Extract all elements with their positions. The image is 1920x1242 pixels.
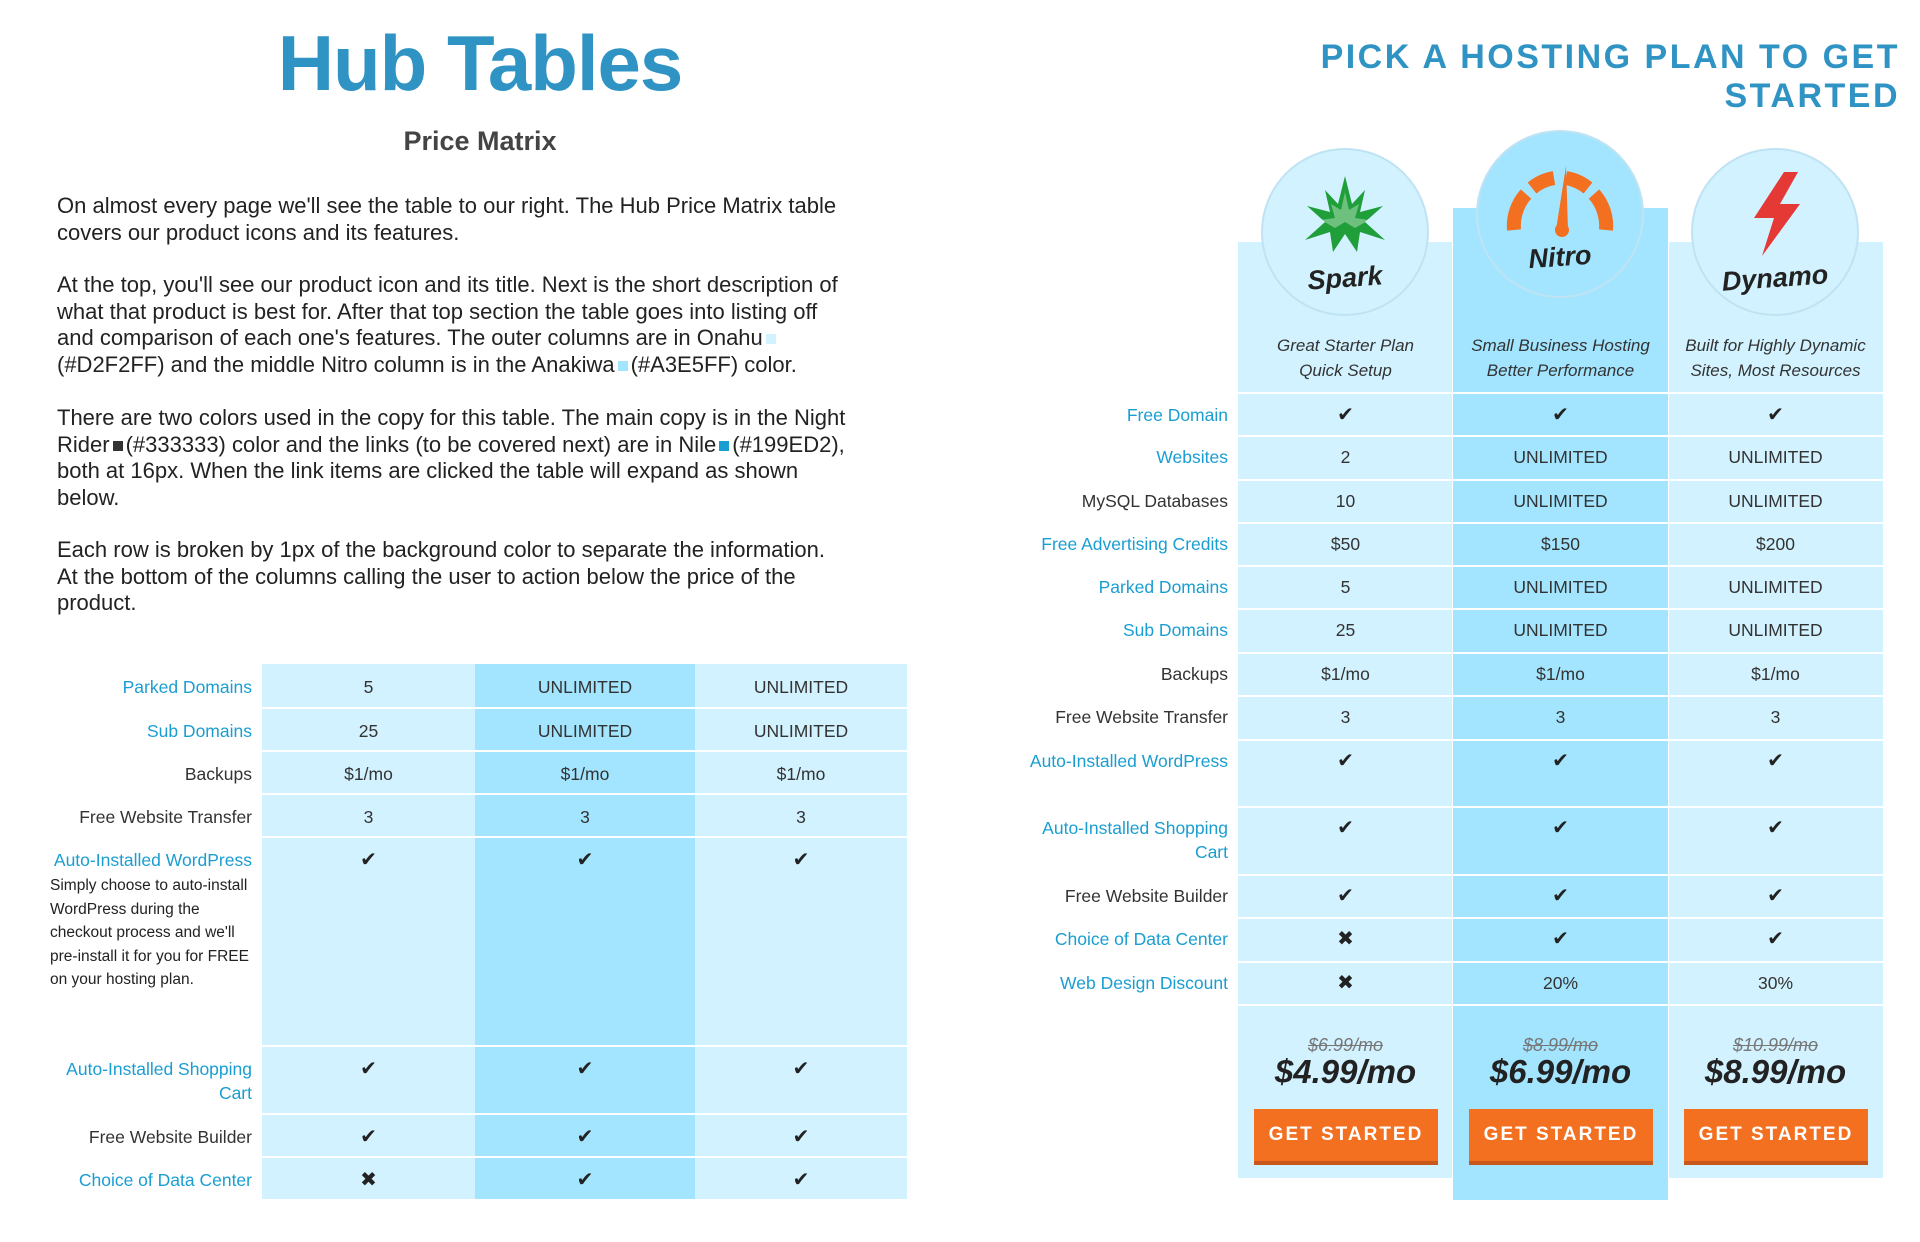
spark-burst-icon bbox=[1305, 176, 1385, 256]
check-icon: ✔ bbox=[1337, 885, 1354, 907]
cross-icon: ✖ bbox=[1337, 972, 1354, 994]
nitro-price: $6.99/mo bbox=[1489, 1053, 1632, 1090]
table-cell: 3 bbox=[1555, 707, 1566, 727]
paragraph-text: (#199ED2), both at 16px. When the link items are clicked the table will expand as shown below. bbox=[57, 431, 845, 510]
copy-colors-paragraph bbox=[57, 405, 847, 511]
feature-link[interactable]: Choice of Data Center bbox=[1054, 929, 1228, 949]
check-icon: ✔ bbox=[792, 1126, 810, 1148]
icon-description-paragraph bbox=[57, 272, 847, 378]
table-cell: UNLIMITED bbox=[1728, 620, 1823, 640]
table-row bbox=[1020, 523, 1883, 566]
table-row bbox=[1020, 394, 1883, 436]
table-cell: 2 bbox=[1340, 447, 1351, 467]
row-label-cell bbox=[50, 664, 262, 699]
row-label-cell bbox=[1020, 875, 1238, 908]
page-title: Hub Tables bbox=[277, 19, 683, 107]
row-separator bbox=[262, 1199, 907, 1201]
check-icon: ✔ bbox=[360, 849, 377, 871]
check-icon: ✔ bbox=[1337, 404, 1354, 426]
row-label-cell bbox=[50, 1046, 262, 1105]
plan-desc-line: Better Performance bbox=[1486, 361, 1635, 380]
table-cell: $1/mo bbox=[1321, 664, 1370, 684]
nitro-plan-description bbox=[1453, 333, 1668, 383]
check-icon: ✔ bbox=[576, 1058, 594, 1080]
check-icon: ✔ bbox=[360, 1126, 377, 1148]
feature-label: Free Website Builder bbox=[1064, 886, 1228, 906]
check-icon: ✔ bbox=[792, 1058, 810, 1080]
check-icon: ✔ bbox=[1767, 885, 1784, 907]
feature-link[interactable]: Auto-Installed WordPress bbox=[53, 850, 252, 870]
check-icon: ✔ bbox=[1552, 817, 1569, 839]
table-cell: 3 bbox=[796, 807, 806, 827]
dynamo-old-price: $10.99/mo bbox=[1732, 1035, 1819, 1055]
dynamo-plan-name: Dynamo bbox=[1720, 259, 1830, 297]
check-icon: ✔ bbox=[1552, 885, 1569, 907]
speedometer-icon bbox=[1500, 158, 1620, 238]
row-label-cell bbox=[1020, 807, 1238, 864]
section-heading: PICK A HOSTING PLAN TO GET STARTED bbox=[1320, 38, 1900, 115]
row-label-cell bbox=[1020, 394, 1238, 427]
feature-link[interactable]: Free Domain bbox=[1126, 405, 1228, 425]
anakiwa-swatch bbox=[618, 361, 628, 371]
nitro-old-price: $8.99/mo bbox=[1522, 1035, 1599, 1055]
check-icon: ✔ bbox=[1552, 750, 1569, 772]
spark-get-started-button[interactable]: GET STARTED bbox=[1254, 1109, 1438, 1165]
row-label-cell bbox=[50, 1114, 262, 1149]
table-row bbox=[50, 664, 907, 708]
plan-desc-line: Sites, Most Resources bbox=[1690, 361, 1861, 380]
feature-link[interactable]: Web Design Discount bbox=[1060, 973, 1228, 993]
row-label-cell bbox=[1020, 918, 1238, 951]
row-label-cell bbox=[1020, 740, 1238, 773]
night-rider-swatch bbox=[113, 441, 123, 451]
dynamo-get-started-button[interactable]: GET STARTED bbox=[1684, 1109, 1868, 1165]
dynamo-price: $8.99/mo bbox=[1704, 1053, 1847, 1090]
table-cell: 3 bbox=[1770, 707, 1781, 727]
table-cell: 5 bbox=[363, 677, 374, 697]
feature-link[interactable]: Sub Domains bbox=[146, 721, 252, 741]
check-icon: ✔ bbox=[1337, 750, 1354, 772]
feature-label: Free Website Transfer bbox=[79, 807, 252, 827]
nitro-get-started-button[interactable]: GET STARTED bbox=[1469, 1109, 1653, 1165]
table-cell: UNLIMITED bbox=[1513, 577, 1608, 597]
table-cell: 5 bbox=[1340, 577, 1351, 597]
feature-link[interactable]: Sub Domains bbox=[1122, 620, 1228, 640]
check-icon: ✔ bbox=[1767, 404, 1784, 426]
feature-label: Backups bbox=[184, 764, 252, 784]
check-icon: ✔ bbox=[576, 1126, 594, 1148]
check-icon: ✔ bbox=[1767, 928, 1784, 950]
feature-label: Backups bbox=[1160, 664, 1228, 684]
feature-label: Free Website Transfer bbox=[1055, 707, 1228, 727]
table-cell: UNLIMITED bbox=[753, 721, 849, 741]
table-cell: $1/mo bbox=[344, 764, 393, 784]
table-cell: $1/mo bbox=[1751, 664, 1800, 684]
page-subtitle: Price Matrix bbox=[403, 126, 557, 156]
paragraph-text: At the top, you'll see our product icon and its title. Next is the short description of what that product is best for. After that top section the table goes into listing off and comparison of each one's features. The outer columns are in Onahu bbox=[57, 272, 838, 350]
row-label-cell bbox=[1020, 609, 1238, 642]
row-label-cell bbox=[1020, 962, 1238, 995]
separator-paragraph: Each row is broken by 1px of the background color to separate the information. At the bottom of the columns calling the user to action below the price of the product. bbox=[57, 537, 825, 615]
check-icon: ✔ bbox=[792, 849, 810, 871]
check-icon: ✔ bbox=[576, 1169, 594, 1191]
table-cell: 30% bbox=[1757, 973, 1794, 993]
feature-label: Free Website Builder bbox=[88, 1127, 252, 1147]
table-cell: UNLIMITED bbox=[1513, 491, 1608, 511]
paragraph-text: (#A3E5FF) color. bbox=[630, 351, 797, 377]
check-icon: ✔ bbox=[1767, 750, 1784, 772]
intro-paragraph: On almost every page we'll see the table to our right. The Hub Price Matrix table covers our product icons and its features. bbox=[57, 193, 837, 245]
feature-link[interactable]: Auto-Installed Shopping Cart bbox=[1042, 818, 1228, 862]
table-row bbox=[1020, 566, 1883, 609]
check-icon: ✔ bbox=[1337, 817, 1354, 839]
check-icon: ✔ bbox=[360, 1058, 377, 1080]
table-cell: UNLIMITED bbox=[537, 677, 633, 697]
table-cell: 25 bbox=[358, 721, 379, 741]
lightning-bolt-icon bbox=[1750, 172, 1804, 256]
table-row bbox=[1020, 807, 1883, 875]
check-icon: ✔ bbox=[1552, 928, 1569, 950]
table-cell: $150 bbox=[1541, 534, 1580, 554]
feature-link[interactable]: Parked Domains bbox=[1098, 577, 1228, 597]
dynamo-plan-description bbox=[1668, 333, 1883, 383]
table-row bbox=[50, 751, 907, 794]
table-row bbox=[50, 1157, 907, 1200]
table-cell: UNLIMITED bbox=[1728, 491, 1823, 511]
table-row bbox=[50, 1046, 907, 1114]
table-row bbox=[1020, 918, 1883, 962]
table-cell: UNLIMITED bbox=[1513, 620, 1608, 640]
table-row bbox=[1020, 696, 1883, 740]
onahu-swatch bbox=[766, 334, 776, 344]
table-row bbox=[50, 708, 907, 751]
row-label-cell bbox=[1020, 566, 1238, 599]
cross-icon: ✖ bbox=[1337, 928, 1354, 950]
table-row bbox=[1020, 653, 1883, 696]
feature-link[interactable]: Websites bbox=[1156, 447, 1228, 467]
table-row bbox=[1020, 740, 1883, 807]
table-row bbox=[1020, 962, 1883, 1005]
table-cell: 20% bbox=[1542, 973, 1579, 993]
table-cell: $1/mo bbox=[560, 764, 610, 784]
paragraph-text: (#D2F2FF) and the middle Nitro column is in the Anakiwa bbox=[57, 351, 615, 377]
table-row bbox=[50, 794, 907, 837]
check-icon: ✔ bbox=[1767, 817, 1784, 839]
table-cell: 25 bbox=[1335, 620, 1356, 640]
table-row bbox=[50, 1114, 907, 1157]
row-label-cell bbox=[1020, 523, 1238, 556]
check-icon: ✔ bbox=[1552, 404, 1569, 426]
table-row bbox=[1020, 875, 1883, 918]
row-label-cell bbox=[50, 1157, 262, 1192]
table-row bbox=[1020, 609, 1883, 653]
spark-plan-name: Spark bbox=[1306, 260, 1384, 296]
row-label-cell bbox=[50, 794, 262, 829]
table-cell: 3 bbox=[1340, 707, 1351, 727]
table-row bbox=[1020, 436, 1883, 480]
nitro-plan-name: Nitro bbox=[1527, 239, 1593, 275]
spark-old-price: $6.99/mo bbox=[1307, 1035, 1384, 1055]
table-cell: 3 bbox=[363, 807, 374, 827]
plan-desc-line: Quick Setup bbox=[1299, 361, 1392, 380]
spark-plan-description bbox=[1238, 333, 1453, 383]
plan-desc-line: Small Business Hosting bbox=[1471, 336, 1650, 355]
table-cell: UNLIMITED bbox=[537, 721, 633, 741]
nile-swatch bbox=[719, 441, 729, 451]
row-label-cell bbox=[1020, 696, 1238, 729]
row-label-cell bbox=[50, 837, 262, 992]
row-separator bbox=[1238, 1004, 1883, 1006]
table-row bbox=[1020, 480, 1883, 523]
spark-price: $4.99/mo bbox=[1274, 1053, 1417, 1090]
feature-link[interactable]: Choice of Data Center bbox=[78, 1170, 252, 1190]
feature-link[interactable]: Auto-Installed Shopping Cart bbox=[66, 1059, 252, 1103]
table-cell: 10 bbox=[1335, 491, 1356, 511]
row-separator bbox=[1238, 392, 1883, 394]
table-cell: $200 bbox=[1756, 534, 1795, 554]
table-cell: UNLIMITED bbox=[1728, 577, 1823, 597]
feature-description: Simply choose to auto-install WordPress during the checkout process and we'll pre-install it for you for FREE on your hosting plan. bbox=[50, 877, 249, 988]
table-cell: UNLIMITED bbox=[1513, 447, 1608, 467]
row-label-cell bbox=[1020, 436, 1238, 469]
table-cell: UNLIMITED bbox=[1728, 447, 1823, 467]
check-icon: ✔ bbox=[792, 1169, 810, 1191]
feature-link[interactable]: Parked Domains bbox=[122, 677, 252, 697]
row-label-cell bbox=[1020, 480, 1238, 513]
table-cell: $1/mo bbox=[776, 764, 826, 784]
table-cell: 3 bbox=[580, 807, 590, 827]
table-cell: $50 bbox=[1330, 534, 1361, 554]
paragraph-text: There are two colors used in the copy for this table. The main copy is in the Night Rider bbox=[57, 405, 846, 457]
cross-icon: ✖ bbox=[360, 1169, 377, 1191]
plan-desc-line: Great Starter Plan bbox=[1276, 336, 1414, 355]
plan-desc-line: Built for Highly Dynamic bbox=[1685, 336, 1866, 355]
table-row bbox=[50, 837, 907, 1046]
feature-label: MySQL Databases bbox=[1081, 491, 1228, 511]
table-cell: $1/mo bbox=[1536, 664, 1585, 684]
paragraph-text: (#333333) color and the links (to be covered next) are in Nile bbox=[125, 431, 717, 457]
feature-link[interactable]: Free Advertising Credits bbox=[1041, 534, 1228, 554]
row-label-cell bbox=[1020, 653, 1238, 686]
row-label-cell bbox=[50, 708, 262, 743]
row-label-cell bbox=[50, 751, 262, 786]
feature-link[interactable]: Auto-Installed WordPress bbox=[1029, 751, 1228, 771]
check-icon: ✔ bbox=[576, 849, 594, 871]
table-cell: UNLIMITED bbox=[753, 677, 849, 697]
